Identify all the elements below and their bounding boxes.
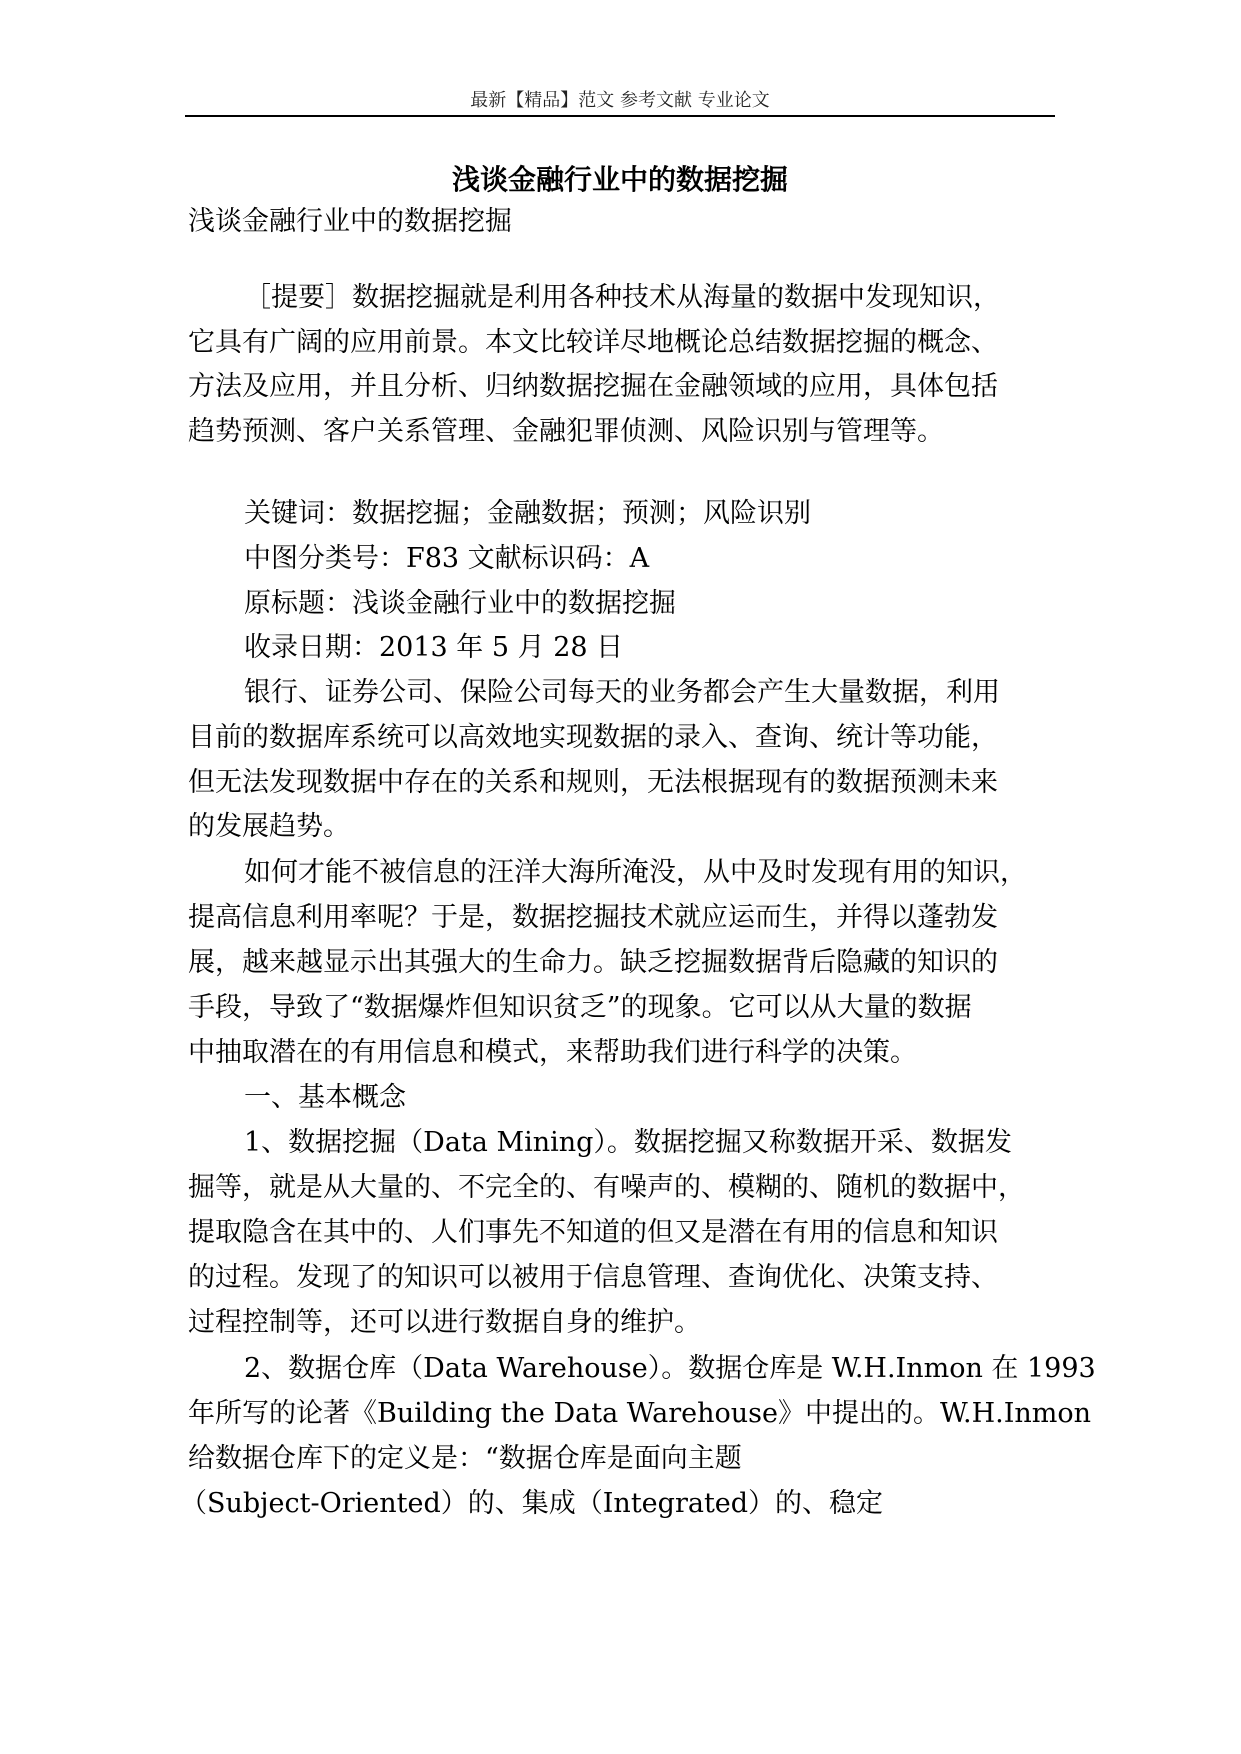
paragraph-line: 目前的数据库系统可以高效地实现数据的录入、查询、统计等功能， [188, 722, 998, 753]
abstract-line: 方法及应用，并且分析、归纳数据挖掘在金融领域的应用，具体包括 [188, 371, 998, 402]
classification-line: 中图分类号：F83 文献标识码：A [244, 543, 650, 574]
received-date-line: 收录日期：2013 年 5 月 28 日 [244, 632, 624, 663]
paragraph-line: 年所写的论著《Building the Data Warehouse》中提出的。W.H.Inmon [188, 1398, 1092, 1429]
paragraph-line: 的过程。发现了的知识可以被用于信息管理、查询优化、决策支持、 [188, 1262, 998, 1293]
paragraph-line: 1、数据挖掘（Data Mining）。数据挖掘又称数据开采、数据发 [244, 1127, 1012, 1158]
paragraph-line: 过程控制等，还可以进行数据自身的维护。 [188, 1307, 701, 1338]
abstract-line: 它具有广阔的应用前景。本文比较详尽地概论总结数据挖掘的概念、 [188, 327, 998, 358]
header-divider [185, 115, 1055, 117]
page-header: 最新【精品】范文 参考文献 专业论文 [470, 90, 770, 111]
abstract-line: ［提要］数据挖掘就是利用各种技术从海量的数据中发现知识， [244, 282, 1000, 313]
paragraph-line: 掘等，就是从大量的、不完全的、有噪声的、模糊的、随机的数据中， [188, 1172, 1025, 1203]
document-title: 浅谈金融行业中的数据挖掘 [451, 163, 788, 196]
abstract-line: 趋势预测、客户关系管理、金融犯罪侦测、风险识别与管理等。 [188, 416, 944, 447]
paragraph-line: 给数据仓库下的定义是：“数据仓库是面向主题 [188, 1443, 742, 1474]
paragraph-line: 展，越来越显示出其强大的生命力。缺乏挖掘数据背后隐藏的知识的 [188, 947, 998, 978]
document-subtitle: 浅谈金融行业中的数据挖掘 [188, 206, 512, 237]
paragraph-line: 但无法发现数据中存在的关系和规则，无法根据现有的数据预测未来 [188, 767, 998, 798]
paragraph-line: 银行、证券公司、保险公司每天的业务都会产生大量数据，利用 [244, 677, 1000, 708]
section-heading: 一、基本概念 [244, 1082, 406, 1113]
keywords-line: 关键词：数据挖掘；金融数据；预测；风险识别 [244, 498, 811, 529]
paragraph-line: 提取隐含在其中的、人们事先不知道的但又是潜在有用的信息和知识 [188, 1217, 998, 1248]
original-title-line: 原标题：浅谈金融行业中的数据挖掘 [244, 588, 676, 619]
paragraph-line: 的发展趋势。 [188, 811, 350, 842]
paragraph-line: 如何才能不被信息的汪洋大海所淹没，从中及时发现有用的知识， [244, 857, 1027, 888]
paragraph-line: （Subject-Oriented）的、集成（Integrated）的、稳定 [180, 1488, 884, 1519]
paragraph-line: 2、数据仓库（Data Warehouse）。数据仓库是 W.H.Inmon 在 1993 [244, 1353, 1096, 1384]
paragraph-line: 中抽取潜在的有用信息和模式，来帮助我们进行科学的决策。 [188, 1037, 917, 1068]
paragraph-line: 提高信息利用率呢？于是，数据挖掘技术就应运而生，并得以蓬勃发 [188, 902, 998, 933]
paragraph-line: 手段，导致了“数据爆炸但知识贫乏”的现象。它可以从大量的数据 [188, 992, 972, 1023]
